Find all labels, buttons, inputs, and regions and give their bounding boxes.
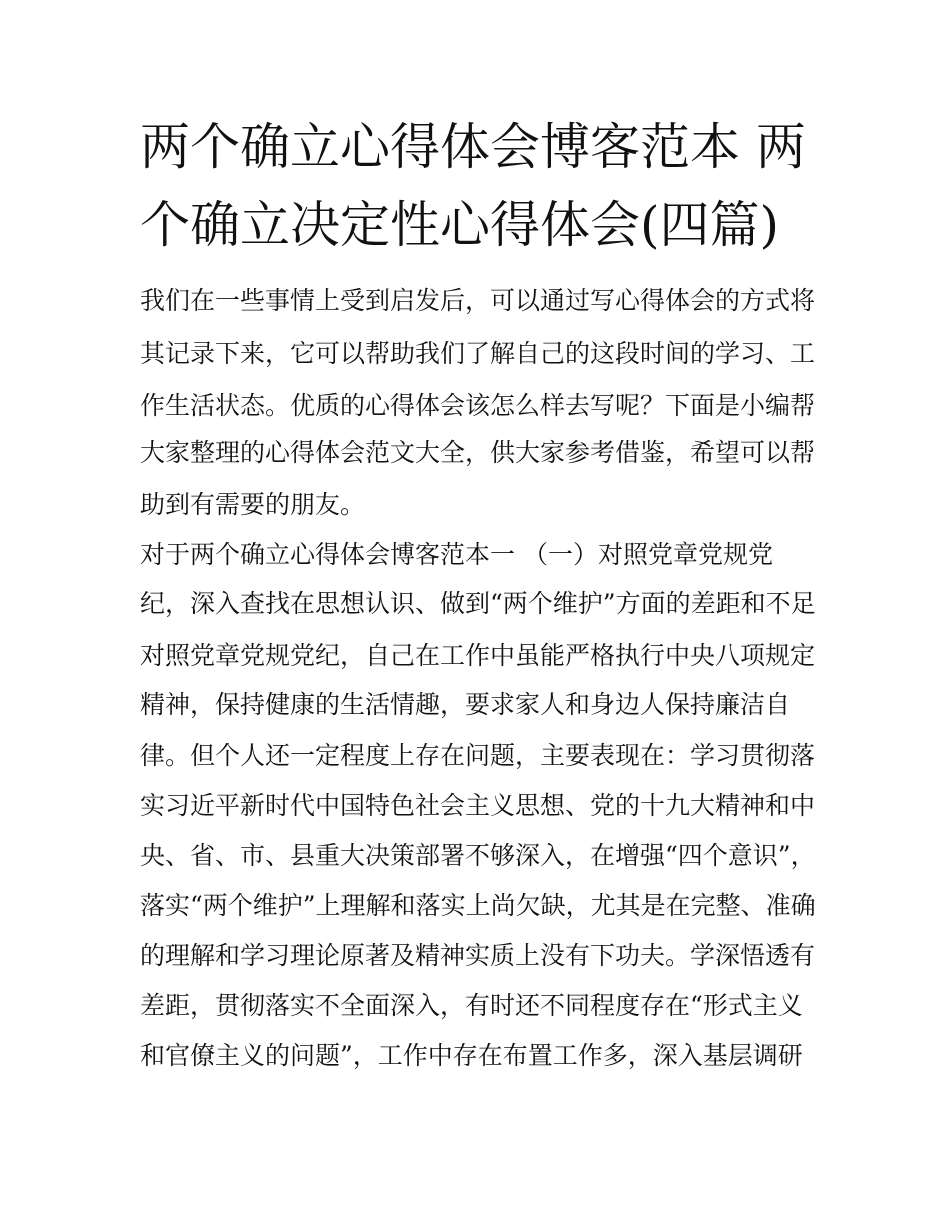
body-line-2: 纪，深入查找在思想认识、做到“两个维护”方面的差距和不足 bbox=[140, 589, 816, 618]
intro-line-5: 助到有需要的朋友。 bbox=[140, 490, 366, 519]
intro-line-4: 大家整理的心得体会范文大全，供大家参考借鉴，希望可以帮 bbox=[140, 438, 816, 467]
body-line-10: 差距，贯彻落实不全面深入，有时还不同程度存在“形式主义 bbox=[140, 991, 803, 1020]
body-line-6: 实习近平新时代中国特色社会主义思想、党的十九大精神和中 bbox=[140, 791, 816, 820]
document-title-line-1: 两个确立心得体会博客范本 两 bbox=[140, 118, 806, 176]
intro-line-1: 我们在一些事情上受到启发后，可以通过写心得体会的方式将 bbox=[140, 286, 816, 315]
body-line-5: 律。但个人还一定程度上存在问题，主要表现在：学习贯彻落 bbox=[140, 741, 816, 770]
body-line-8: 落实“两个维护”上理解和落实上尚欠缺，尤其是在完整、准确 bbox=[140, 891, 816, 920]
body-line-11: 和官僚主义的问题”，工作中存在布置工作多，深入基层调研 bbox=[140, 1041, 803, 1070]
body-line-3: 对照党章党规党纪，自己在工作中虽能严格执行中央八项规定 bbox=[140, 641, 816, 670]
body-line-7: 央、省、市、县重大决策部署不够深入，在增强“四个意识”， bbox=[140, 841, 816, 870]
body-line-1: 对于两个确立心得体会博客范本一 （一）对照党章党规党 bbox=[140, 540, 773, 569]
intro-line-3: 作生活状态。优质的心得体会该怎么样去写呢？下面是小编帮 bbox=[140, 391, 816, 420]
document-title-line-2: 个确立决定性心得体会(四篇) bbox=[140, 196, 780, 254]
body-line-9: 的理解和学习理论原著及精神实质上没有下功夫。学深悟透有 bbox=[140, 941, 816, 970]
body-line-4: 精神，保持健康的生活情趣，要求家人和身边人保持廉洁自 bbox=[140, 690, 791, 719]
intro-line-2: 其记录下来，它可以帮助我们了解自己的这段时间的学习、工 bbox=[140, 339, 816, 368]
